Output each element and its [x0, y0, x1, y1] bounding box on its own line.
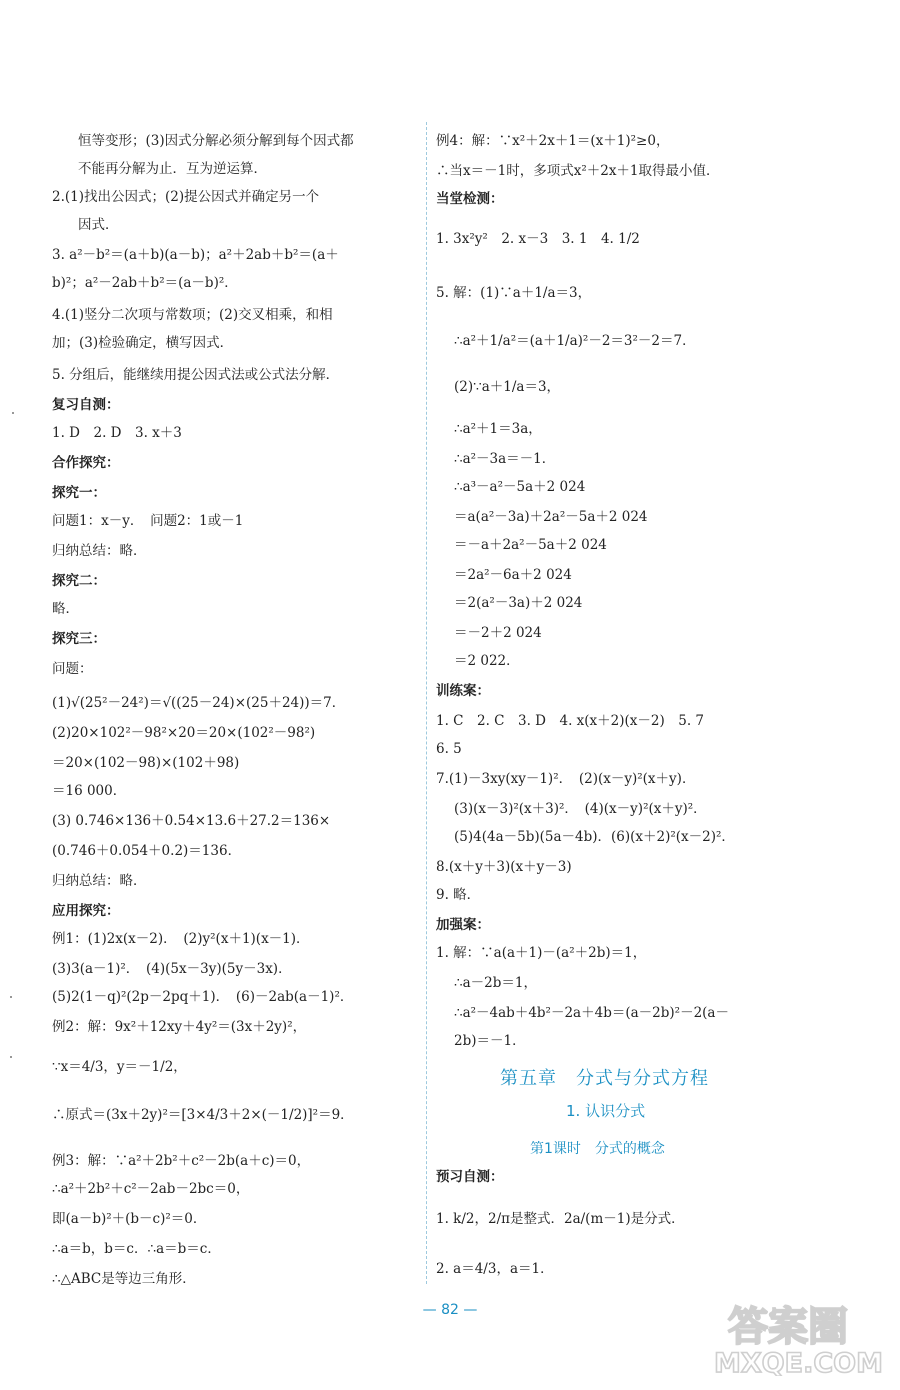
left-line-19: (1)√(25²－24²)＝√((25－24)×(25＋24))＝7． [52, 695, 346, 711]
right-line-25: 1. 解：∵a(a＋1)－(a²＋2b)＝1， [436, 945, 647, 961]
right-line-29: 预习自测： [436, 1169, 504, 1185]
scan-speck [10, 1056, 12, 1058]
left-line-28: (3)3(a－1)²． (4)(5x－3y)(5y－3x)． [52, 961, 292, 977]
left-line-2: 2.(1)找出公因式；(2)提公因式并确定另一个 [52, 189, 320, 205]
left-line-34: ∴a²＋2b²＋c²－2ab－2bc＝0， [52, 1181, 250, 1197]
left-line-10: 1. D 2. D 3. x＋3 [52, 425, 182, 441]
right-line-28: 2b)＝－1． [454, 1033, 526, 1049]
right-line-16: 训练案： [436, 683, 490, 699]
left-line-20: (2)20×102²－98²×20＝20×(102²－98²) [52, 725, 316, 741]
left-line-35: 即(a－b)²＋(b－c)²＝0． [52, 1211, 207, 1227]
left-line-15: 探究二： [52, 573, 106, 589]
svg-text:答案圈: 答案圈 [728, 1304, 848, 1350]
right-line-20: (3)(x－3)²(x＋3)²． (4)(x－y)²(x＋y)²． [454, 801, 707, 817]
left-line-37: ∴△ABC是等边三角形． [52, 1271, 196, 1287]
left-line-23: (3) 0.746×136＋0.54×13.6＋27.2＝136× [52, 813, 331, 829]
left-line-31: ∵x＝4/3，y＝－1/2， [52, 1059, 187, 1075]
left-line-14: 归纳总结：略． [52, 543, 147, 559]
left-line-22: ＝16 000． [52, 783, 127, 799]
chapter-title: 第五章 分式与分式方程 [500, 1068, 709, 1089]
right-line-30: 1. k/2，2/π是整式．2a/(m－1)是分式． [436, 1211, 685, 1227]
right-line-13: ＝2(a²－3a)＋2 024 [454, 595, 583, 611]
right-line-1: ∴当x＝－1时，多项式x²＋2x＋1取得最小值． [436, 163, 720, 179]
right-line-31: 2. a＝4/3，a＝1． [436, 1261, 554, 1277]
right-line-2: 当堂检测： [436, 191, 504, 207]
left-line-8: 5. 分组后，能继续用提公因式法或公式法分解． [52, 367, 340, 383]
left-line-21: ＝20×(102－98)×(102＋98) [52, 755, 240, 771]
right-line-6: (2)∵a＋1/a＝3， [454, 379, 561, 395]
right-line-24: 加强案： [436, 917, 490, 933]
left-line-25: 归纳总结：略． [52, 873, 147, 889]
left-line-13: 问题1：x－y． 问题2：1或－1 [52, 513, 244, 529]
right-line-15: ＝2 022． [454, 653, 520, 669]
right-line-12: ＝2a²－6a＋2 024 [454, 567, 572, 583]
right-line-10: ＝a(a²－3a)＋2a²－5a＋2 024 [454, 509, 648, 525]
left-line-30: 例2：解：9x²＋12xy＋4y²＝(3x＋2y)²， [52, 1019, 307, 1035]
right-line-8: ∴a²－3a＝－1． [454, 451, 556, 467]
right-line-11: ＝－a＋2a²－5a＋2 024 [454, 537, 607, 553]
right-line-23: 9. 略． [436, 887, 481, 903]
scan-speck [12, 412, 14, 414]
right-line-7: ∴a²＋1＝3a， [454, 421, 542, 437]
left-line-17: 探究三： [52, 631, 106, 647]
watermark-logo [710, 1292, 886, 1376]
left-line-4: 3. a²－b²＝(a＋b)(a－b)；a²＋2ab＋b²＝(a＋ [52, 247, 339, 263]
left-line-26: 应用探究： [52, 903, 120, 919]
left-line-33: 例3：解：∵a²＋2b²＋c²－2b(a＋c)＝0， [52, 1153, 311, 1169]
right-line-0: 例4：解：∵x²＋2x＋1＝(x＋1)²≥0， [436, 133, 670, 149]
left-line-24: (0.746＋0.054＋0.2)＝136． [52, 843, 242, 859]
column-divider [426, 122, 427, 1284]
right-line-18: 6. 5 [436, 741, 462, 757]
right-line-27: ∴a²－4ab＋4b²－2a＋4b＝(a－2b)²－2(a－ [454, 1005, 729, 1021]
right-line-5: ∴a²＋1/a²＝(a＋1/a)²－2＝3²－2＝7． [454, 333, 696, 349]
left-line-16: 略． [52, 601, 79, 617]
left-line-27: 例1：(1)2x(x－2)． (2)y²(x＋1)(x－1)． [52, 931, 310, 947]
left-line-12: 探究一： [52, 485, 106, 501]
right-line-3: 1. 3x²y² 2. x－3 3. 1 4. 1/2 [436, 231, 640, 247]
left-line-32: ∴原式＝(3x＋2y)²＝[3×4/3＋2×(－1/2)]²＝9． [52, 1107, 354, 1123]
right-line-17: 1. C 2. C 3. D 4. x(x＋2)(x－2) 5. 7 [436, 713, 705, 729]
left-line-11: 合作探究： [52, 455, 120, 471]
left-line-1: 不能再分解为止．互为逆运算． [78, 161, 267, 177]
right-line-19: 7.(1)－3xy(xy－1)²． (2)(x－y)²(x＋y)． [436, 771, 696, 787]
left-line-5: b)²；a²－2ab＋b²＝(a－b)²． [52, 275, 238, 291]
page-number: — 82 — [422, 1302, 478, 1318]
left-line-0: 恒等变形；(3)因式分解必须分解到每个因式都 [78, 133, 354, 149]
right-line-14: ＝－2＋2 024 [454, 625, 542, 641]
svg-text:MXQE.COM: MXQE.COM [714, 1348, 883, 1376]
left-line-7: 加；(3)检验确定，横写因式． [52, 335, 234, 351]
right-line-22: 8.(x＋y＋3)(x＋y－3) [436, 859, 572, 875]
scan-speck [10, 996, 12, 998]
left-line-18: 问题： [52, 661, 93, 677]
left-line-29: (5)2(1－q)²(2p－2pq＋1)． (6)－2ab(a－1)²． [52, 989, 354, 1005]
left-line-9: 复习自测： [52, 397, 120, 413]
left-line-6: 4.(1)竖分二次项与常数项；(2)交叉相乘，和相 [52, 307, 333, 323]
lesson-title: 第1课时 分式的概念 [530, 1141, 665, 1157]
right-line-21: (5)4(4a－5b)(5a－4b)．(6)(x＋2)²(x－2)²． [454, 829, 735, 845]
right-line-26: ∴a－2b＝1， [454, 975, 537, 991]
left-line-3: 因式． [78, 217, 119, 233]
right-line-4: 5. 解：(1)∵a＋1/a＝3， [436, 285, 592, 301]
section-title: 1. 认识分式 [566, 1102, 646, 1120]
watermark [710, 1292, 886, 1376]
right-line-9: ∴a³－a²－5a＋2 024 [454, 479, 586, 495]
left-line-36: ∴a＝b，b＝c．∴a＝b＝c． [52, 1241, 221, 1257]
